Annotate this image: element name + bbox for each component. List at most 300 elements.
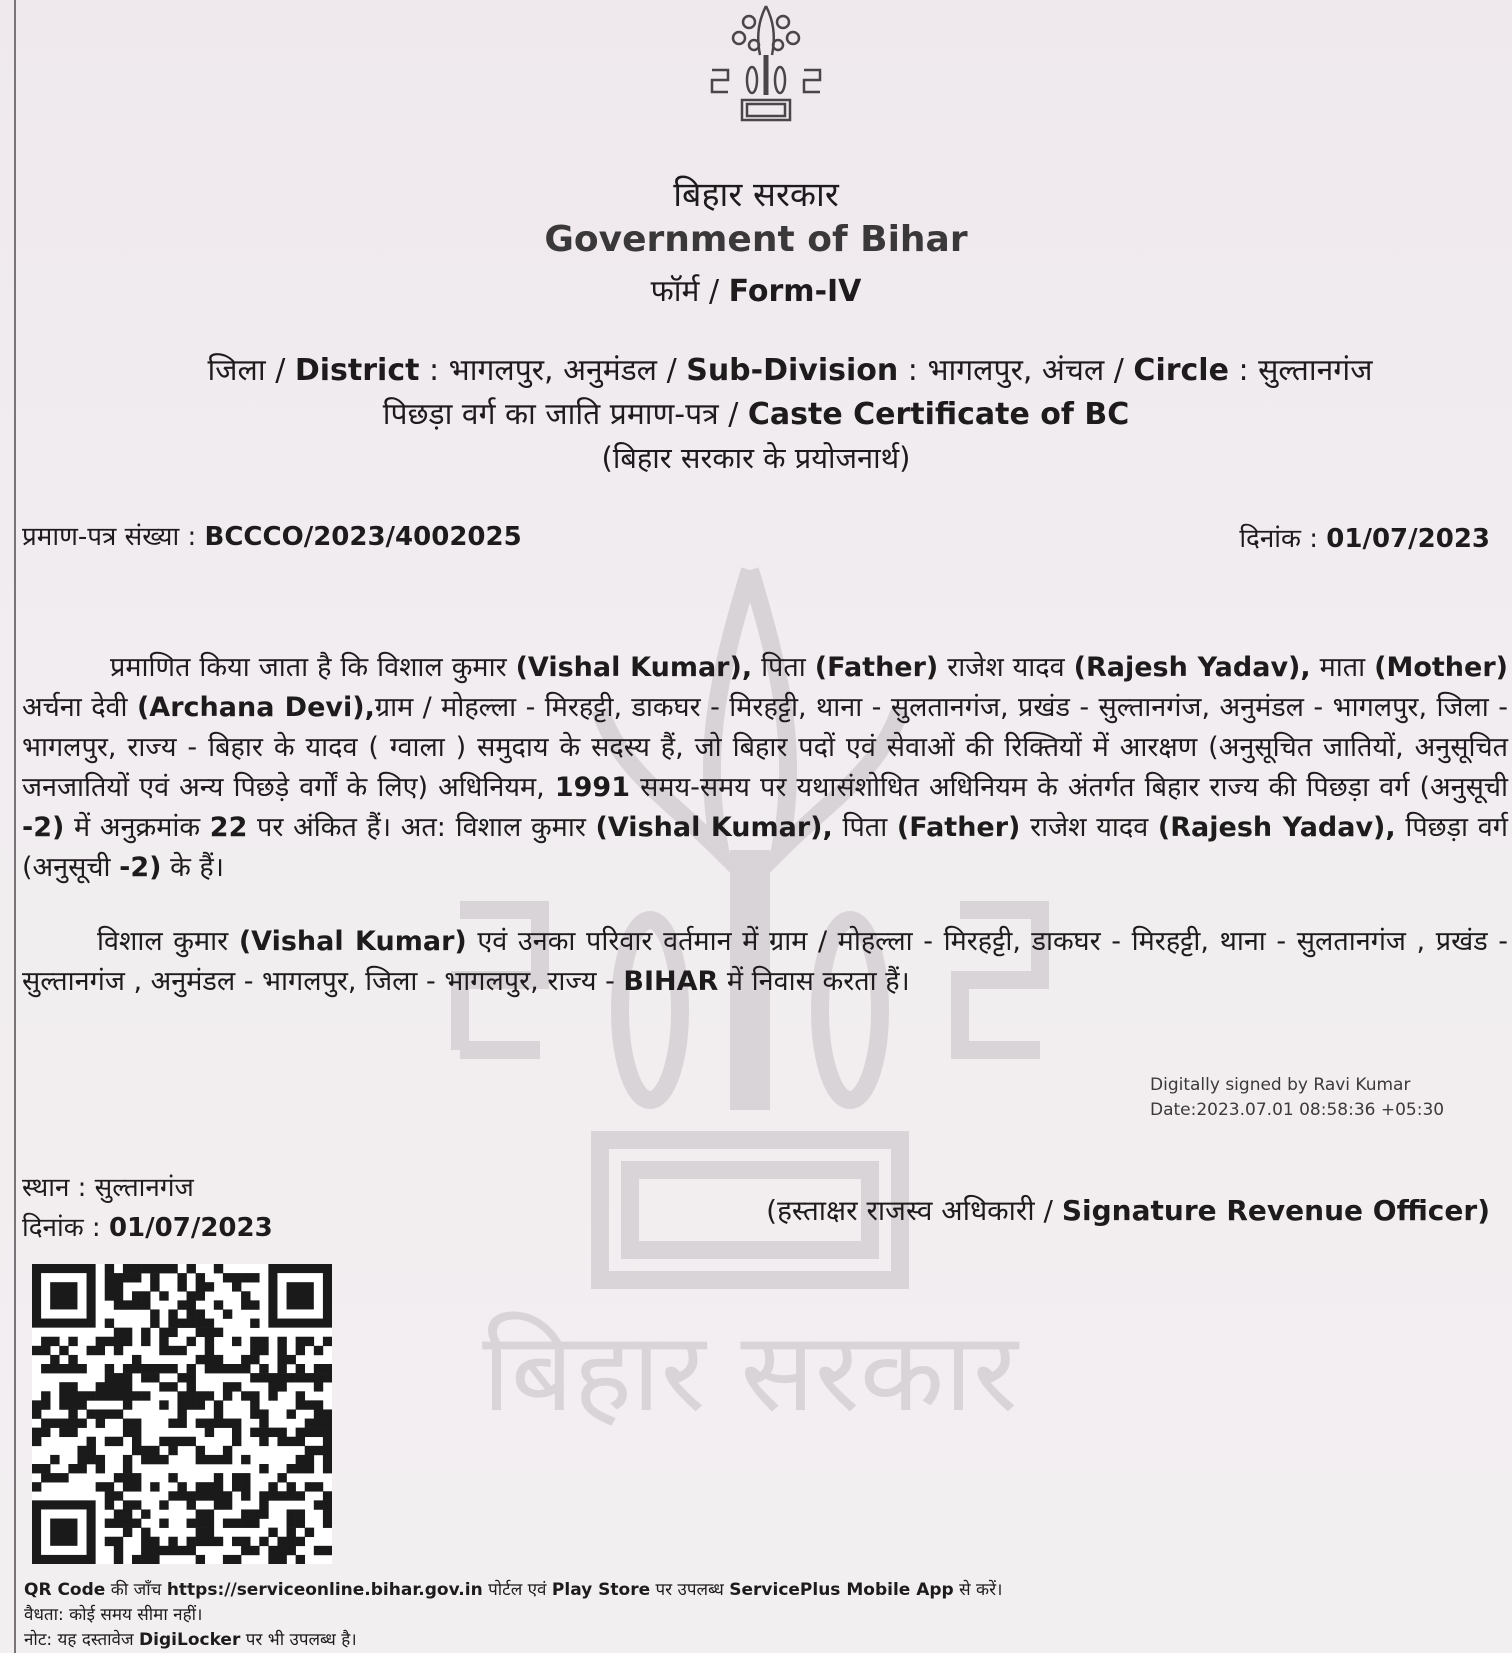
- qr-module: [268, 1373, 277, 1382]
- certificate-number-value: BCCCO/2023/4002025: [204, 522, 522, 552]
- qr-module: [214, 1300, 223, 1309]
- p2-text: एवं उनका परिवार वर्तमान में ग्राम / मोहल्ला - मिरहट्टी, डाकघर - मिरहट्टी, थाना - सुलतानगंज , प्रखंड - सुल्तानगंज , अनुमंडल - भागलपुर, जिला - भागलपुर, राज्य -: [22, 926, 1508, 997]
- qr-module: [205, 1391, 214, 1400]
- p1-text: पिता: [761, 652, 806, 683]
- qr-module: [105, 1273, 114, 1282]
- qr-module: [296, 1455, 305, 1464]
- qr-module: [105, 1264, 114, 1273]
- qr-module: [141, 1555, 150, 1564]
- qr-module: [250, 1319, 259, 1328]
- qr-module: [68, 1382, 77, 1391]
- qr-module: [150, 1364, 159, 1373]
- qr-module: [150, 1319, 159, 1328]
- qr-module: [223, 1446, 232, 1455]
- qr-module: [159, 1500, 168, 1509]
- form-number: फॉर्म / Form-IV: [650, 274, 862, 309]
- district-label-en: District: [294, 353, 420, 388]
- qr-module: [87, 1391, 96, 1400]
- qr-module: [305, 1464, 314, 1473]
- qr-module: [132, 1437, 141, 1446]
- qr-module: [268, 1555, 277, 1564]
- signature-english: Signature Revenue Officer): [1061, 1194, 1490, 1227]
- qr-module: [287, 1519, 296, 1528]
- qr-module: [177, 1273, 186, 1282]
- p1-name-en: (Vishal Kumar),: [515, 652, 753, 683]
- qr-module: [105, 1291, 114, 1300]
- qr-module: [41, 1346, 50, 1355]
- qr-module: [123, 1428, 132, 1437]
- qr-module: [59, 1364, 68, 1373]
- p1-father-label: (Father): [896, 812, 1021, 843]
- qr-module: [205, 1319, 214, 1328]
- qr-module: [68, 1364, 77, 1373]
- qr-module: [241, 1491, 250, 1500]
- qr-module: [50, 1355, 59, 1364]
- qr-module: [205, 1509, 214, 1518]
- qr-module: [277, 1364, 286, 1373]
- qr-module: [132, 1264, 141, 1273]
- qr-module: [114, 1382, 123, 1391]
- qr-module: [196, 1309, 205, 1318]
- qr-module: [223, 1364, 232, 1373]
- qr-module: [105, 1491, 114, 1500]
- qr-module: [277, 1546, 286, 1555]
- footer-text: की जाँच: [110, 1580, 162, 1600]
- qr-module: [296, 1519, 305, 1528]
- qr-module: [68, 1419, 77, 1428]
- qr-module: [123, 1400, 132, 1409]
- qr-module: [150, 1482, 159, 1491]
- qr-module: [68, 1409, 77, 1418]
- qr-module: [41, 1473, 50, 1482]
- qr-module: [159, 1519, 168, 1528]
- p1-text: समय-समय पर यथासंशोधित अधिनियम के अंतर्गत बिहार राज्य की पिछड़ा वर्ग (अनुसूची: [640, 772, 1509, 803]
- qr-module: [268, 1428, 277, 1437]
- qr-module: [105, 1319, 114, 1328]
- qr-module: [259, 1437, 268, 1446]
- qr-module: [123, 1328, 132, 1337]
- p1-text: पिता: [842, 812, 888, 843]
- qr-module: [150, 1273, 159, 1282]
- footer-digilocker: DigiLocker: [139, 1630, 241, 1650]
- qr-module: [41, 1419, 50, 1428]
- qr-module: [241, 1546, 250, 1555]
- qr-module: [123, 1419, 132, 1428]
- location-line: जिला / District : भागलपुर, अनुमंडल / Sub-Division : भागलपुर, अंचल / Circle : सुल्तानगंज: [207, 353, 1373, 388]
- qr-module: [259, 1500, 268, 1509]
- qr-module: [277, 1555, 286, 1564]
- qr-module: [114, 1555, 123, 1564]
- qr-module: [141, 1446, 150, 1455]
- qr-module: [87, 1446, 96, 1455]
- qr-module: [141, 1364, 150, 1373]
- qr-module: [259, 1509, 268, 1518]
- qr-module: [196, 1419, 205, 1428]
- p1-father-label: (Father): [814, 652, 939, 683]
- qr-module: [196, 1391, 205, 1400]
- qr-module: [268, 1382, 277, 1391]
- qr-module: [68, 1391, 77, 1400]
- qr-module: [177, 1482, 186, 1491]
- qr-module: [77, 1455, 86, 1464]
- qr-module: [305, 1419, 314, 1428]
- certificate-purpose: (बिहार सरकार के प्रयोजनार्थ): [601, 441, 911, 475]
- qr-module: [141, 1291, 150, 1300]
- certificate-title-hindi: पिछड़ा वर्ग का जाति प्रमाण-पत्र: [382, 397, 719, 432]
- qr-module: [214, 1491, 223, 1500]
- qr-module: [159, 1291, 168, 1300]
- qr-module: [150, 1264, 159, 1273]
- qr-module: [250, 1400, 259, 1409]
- qr-module: [77, 1446, 86, 1455]
- certificate-date-value: 01/07/2023: [1326, 524, 1490, 554]
- qr-module: [168, 1437, 177, 1446]
- qr-module: [50, 1519, 77, 1546]
- qr-module: [205, 1364, 214, 1373]
- qr-module: [196, 1537, 205, 1546]
- qr-module: [268, 1528, 277, 1537]
- qr-module: [205, 1355, 214, 1364]
- signature-hindi: (हस्ताक्षर राजस्व अधिकारी /: [766, 1194, 1053, 1227]
- qr-module: [87, 1346, 96, 1355]
- qr-module: [105, 1482, 114, 1491]
- qr-module: [41, 1400, 50, 1409]
- qr-module: [250, 1273, 259, 1282]
- qr-module: [132, 1300, 141, 1309]
- qr-module: [168, 1309, 177, 1318]
- qr-module: [277, 1337, 286, 1346]
- qr-module: [123, 1391, 132, 1400]
- qr-module: [32, 1409, 41, 1418]
- qr-module: [287, 1282, 314, 1309]
- qr-module: [305, 1373, 314, 1382]
- qr-module: [114, 1337, 123, 1346]
- qr-module: [187, 1364, 196, 1373]
- qr-module: [323, 1419, 332, 1428]
- digital-signature-signer: Digitally signed by Ravi Kumar: [1150, 1075, 1411, 1095]
- footer-validity: वैधता: कोई समय सीमा नहीं।: [24, 1605, 203, 1625]
- qr-module: [41, 1391, 50, 1400]
- qr-module: [241, 1537, 250, 1546]
- qr-module: [196, 1400, 205, 1409]
- qr-module: [177, 1282, 186, 1291]
- subdivision-label-en: Sub-Division: [686, 353, 899, 388]
- qr-module: [123, 1482, 132, 1491]
- qr-module: [205, 1519, 214, 1528]
- qr-module: [314, 1373, 323, 1382]
- qr-module: [232, 1555, 241, 1564]
- qr-module: [287, 1409, 296, 1418]
- qr-module: [214, 1537, 223, 1546]
- p1-mother-label: (Mother): [1374, 652, 1508, 683]
- qr-module: [232, 1428, 241, 1437]
- qr-module: [141, 1546, 150, 1555]
- qr-module: [123, 1519, 132, 1528]
- qr-module: [232, 1537, 241, 1546]
- qr-module: [287, 1528, 296, 1537]
- circle-label-hi: अंचल: [1041, 353, 1105, 388]
- qr-module: [214, 1455, 223, 1464]
- qr-module: [287, 1509, 296, 1518]
- qr-module: [196, 1446, 205, 1455]
- qr-module: [132, 1428, 141, 1437]
- p1-text: पर अंकित हैं। अत: विशाल कुमार: [257, 812, 586, 843]
- qr-module: [141, 1264, 150, 1273]
- qr-module: [87, 1437, 96, 1446]
- qr-module: [296, 1428, 305, 1437]
- qr-module: [187, 1500, 196, 1509]
- qr-module: [150, 1309, 159, 1318]
- qr-module: [59, 1382, 68, 1391]
- qr-module: [159, 1264, 168, 1273]
- qr-module: [314, 1419, 323, 1428]
- qr-module: [241, 1364, 250, 1373]
- qr-module: [159, 1455, 168, 1464]
- footer-play-store: Play Store: [551, 1580, 651, 1600]
- qr-module: [114, 1282, 123, 1291]
- qr-module: [223, 1273, 232, 1282]
- qr-module: [277, 1437, 286, 1446]
- qr-module: [323, 1546, 332, 1555]
- qr-module: [32, 1437, 41, 1446]
- qr-module: [59, 1391, 68, 1400]
- qr-module: [196, 1555, 205, 1564]
- qr-module: [187, 1264, 196, 1273]
- qr-module: [323, 1455, 332, 1464]
- qr-module: [114, 1291, 123, 1300]
- qr-module: [296, 1400, 305, 1409]
- qr-module: [150, 1373, 159, 1382]
- p1-serial: 22: [209, 812, 248, 843]
- p1-schedule: -2): [119, 852, 162, 883]
- qr-module: [196, 1519, 205, 1528]
- qr-module: [196, 1273, 205, 1282]
- qr-module: [232, 1437, 241, 1446]
- qr-module: [168, 1546, 177, 1555]
- qr-module: [132, 1419, 141, 1428]
- qr-module: [205, 1528, 214, 1537]
- qr-module: [59, 1400, 68, 1409]
- qr-module: [277, 1537, 286, 1546]
- qr-module: [150, 1555, 159, 1564]
- qr-module: [41, 1464, 50, 1473]
- qr-module: [214, 1409, 223, 1418]
- qr-module: [214, 1328, 223, 1337]
- bihar-emblem-logo: [704, 0, 828, 126]
- qr-module: [114, 1346, 123, 1355]
- p1-year: 1991: [554, 772, 630, 803]
- qr-module: [305, 1528, 314, 1537]
- qr-module: [223, 1519, 232, 1528]
- qr-module: [205, 1537, 214, 1546]
- certificate-number-label: प्रमाण-पत्र संख्या :: [22, 522, 197, 552]
- qr-module: [214, 1400, 223, 1409]
- qr-module: [187, 1291, 196, 1300]
- qr-module: [277, 1373, 286, 1382]
- qr-module: [105, 1373, 114, 1382]
- qr-module: [177, 1373, 186, 1382]
- qr-module: [305, 1455, 314, 1464]
- qr-module: [168, 1382, 177, 1391]
- p1-text: राजेश यादव: [1030, 812, 1149, 843]
- qr-module: [105, 1282, 114, 1291]
- qr-module: [323, 1337, 332, 1346]
- qr-module: [77, 1400, 86, 1409]
- qr-module: [196, 1528, 205, 1537]
- subdivision-label-hi: अनुमंडल: [563, 353, 658, 388]
- qr-module: [223, 1391, 232, 1400]
- qr-module: [77, 1419, 86, 1428]
- qr-module: [323, 1500, 332, 1509]
- qr-module: [296, 1537, 305, 1546]
- subdivision-value: भागलपुर,: [927, 353, 1033, 388]
- qr-module: [287, 1373, 296, 1382]
- qr-module: [159, 1437, 168, 1446]
- qr-module: [296, 1464, 305, 1473]
- footer-text: पोर्टल एवं: [488, 1580, 547, 1600]
- qr-module: [305, 1482, 314, 1491]
- qr-module: [168, 1328, 177, 1337]
- qr-module: [277, 1491, 286, 1500]
- qr-module: [141, 1337, 150, 1346]
- p1-text: ग्राम / मोहल्ला - मिरहट्टी, डाकघर - मिरहट्टी, थाना - सुलतानगंज, प्रखंड - सुल्तानगंज, अनुमंडल - भागलपुर, जिला - भागलपुर, राज्य - बिहार के यादव ( ग्वाला ) समुदाय के सदस्य हैं, जो बिहार पदों एवं सेवाओं की रिक्तियों में आरक्षण (अनुसूचित जातियों, अनुसूचित जनजातियों एवं अन्य पिछड़े वर्गों के लिए) अधिनियम,: [22, 692, 1508, 803]
- qr-module: [223, 1500, 232, 1509]
- qr-module: [323, 1491, 332, 1500]
- qr-module: [296, 1337, 305, 1346]
- qr-module: [232, 1364, 241, 1373]
- qr-module: [323, 1437, 332, 1446]
- qr-module: [223, 1491, 232, 1500]
- signature-revenue-officer: [766, 1191, 1490, 1229]
- qr-module: [277, 1382, 286, 1391]
- qr-module: [287, 1546, 296, 1555]
- qr-module: [314, 1364, 323, 1373]
- qr-module: [314, 1446, 323, 1455]
- qr-module: [205, 1455, 214, 1464]
- qr-module: [241, 1391, 250, 1400]
- qr-module: [141, 1391, 150, 1400]
- qr-module: [114, 1300, 123, 1309]
- qr-module: [287, 1491, 296, 1500]
- qr-module: [232, 1473, 241, 1482]
- qr-module: [177, 1400, 186, 1409]
- qr-module: [205, 1419, 214, 1428]
- place-date-value: 01/07/2023: [108, 1213, 273, 1243]
- qr-module: [250, 1391, 259, 1400]
- qr-module: [141, 1455, 150, 1464]
- qr-module: [259, 1337, 268, 1346]
- qr-module: [114, 1519, 123, 1528]
- qr-module: [50, 1282, 77, 1309]
- qr-module: [68, 1337, 77, 1346]
- qr-module: [277, 1355, 286, 1364]
- qr-module: [223, 1455, 232, 1464]
- qr-module: [114, 1473, 123, 1482]
- qr-module: [314, 1400, 323, 1409]
- qr-module: [196, 1482, 205, 1491]
- qr-module: [41, 1428, 50, 1437]
- qr-module: [205, 1337, 214, 1346]
- qr-module: [105, 1537, 114, 1546]
- place-date-label: दिनांक :: [22, 1213, 101, 1243]
- qr-module: [114, 1437, 123, 1446]
- qr-module: [187, 1400, 196, 1409]
- p1-text: राजेश यादव: [947, 652, 1065, 683]
- qr-module: [259, 1419, 268, 1428]
- district-value: भागलपुर,: [448, 353, 554, 388]
- qr-module: [268, 1546, 277, 1555]
- qr-module: [96, 1382, 105, 1391]
- qr-module: [168, 1473, 177, 1482]
- qr-module: [123, 1528, 132, 1537]
- qr-module: [77, 1391, 86, 1400]
- qr-module: [168, 1491, 177, 1500]
- qr-module: [223, 1555, 232, 1564]
- qr-module: [196, 1355, 205, 1364]
- qr-module: [105, 1391, 114, 1400]
- qr-module: [196, 1328, 205, 1337]
- qr-module: [41, 1364, 50, 1373]
- qr-module: [241, 1509, 250, 1518]
- qr-module: [123, 1455, 132, 1464]
- qr-module: [250, 1509, 259, 1518]
- qr-code[interactable]: [32, 1264, 332, 1564]
- qr-module: [77, 1464, 86, 1473]
- qr-module: [114, 1546, 123, 1555]
- qr-module: [277, 1346, 286, 1355]
- qr-module: [32, 1346, 41, 1355]
- qr-module: [132, 1473, 141, 1482]
- qr-module: [177, 1546, 186, 1555]
- qr-module: [159, 1400, 168, 1409]
- qr-module: [323, 1364, 332, 1373]
- qr-module: [168, 1319, 177, 1328]
- qr-module: [159, 1364, 168, 1373]
- qr-module: [187, 1519, 196, 1528]
- footer-note: [24, 1628, 1002, 1653]
- qr-module: [123, 1464, 132, 1473]
- qr-module: [241, 1300, 250, 1309]
- qr-module: [32, 1464, 41, 1473]
- footer-verify-line: [24, 1578, 1002, 1603]
- qr-module: [123, 1364, 132, 1373]
- form-hindi: फॉर्म: [650, 274, 700, 309]
- qr-module: [323, 1446, 332, 1455]
- qr-module: [314, 1382, 323, 1391]
- qr-module: [141, 1328, 150, 1337]
- qr-module: [168, 1364, 177, 1373]
- qr-module: [141, 1373, 150, 1382]
- footer-portal-link[interactable]: https://serviceonline.bihar.gov.in: [166, 1580, 483, 1600]
- qr-module: [114, 1391, 123, 1400]
- qr-module: [177, 1300, 186, 1309]
- qr-module: [205, 1328, 214, 1337]
- qr-module: [287, 1464, 296, 1473]
- qr-module: [187, 1491, 196, 1500]
- digital-signature: [1150, 1073, 1444, 1123]
- qr-module: [105, 1364, 114, 1373]
- qr-module: [205, 1428, 214, 1437]
- qr-module: [159, 1546, 168, 1555]
- qr-module: [259, 1491, 268, 1500]
- qr-module: [59, 1419, 68, 1428]
- qr-module: [232, 1337, 241, 1346]
- qr-module: [168, 1419, 177, 1428]
- certificate-title-english: Caste Certificate of BC: [747, 397, 1130, 432]
- circle-label-en: Circle: [1133, 353, 1229, 388]
- qr-module: [323, 1509, 332, 1518]
- p1-name-en: (Vishal Kumar),: [595, 812, 833, 843]
